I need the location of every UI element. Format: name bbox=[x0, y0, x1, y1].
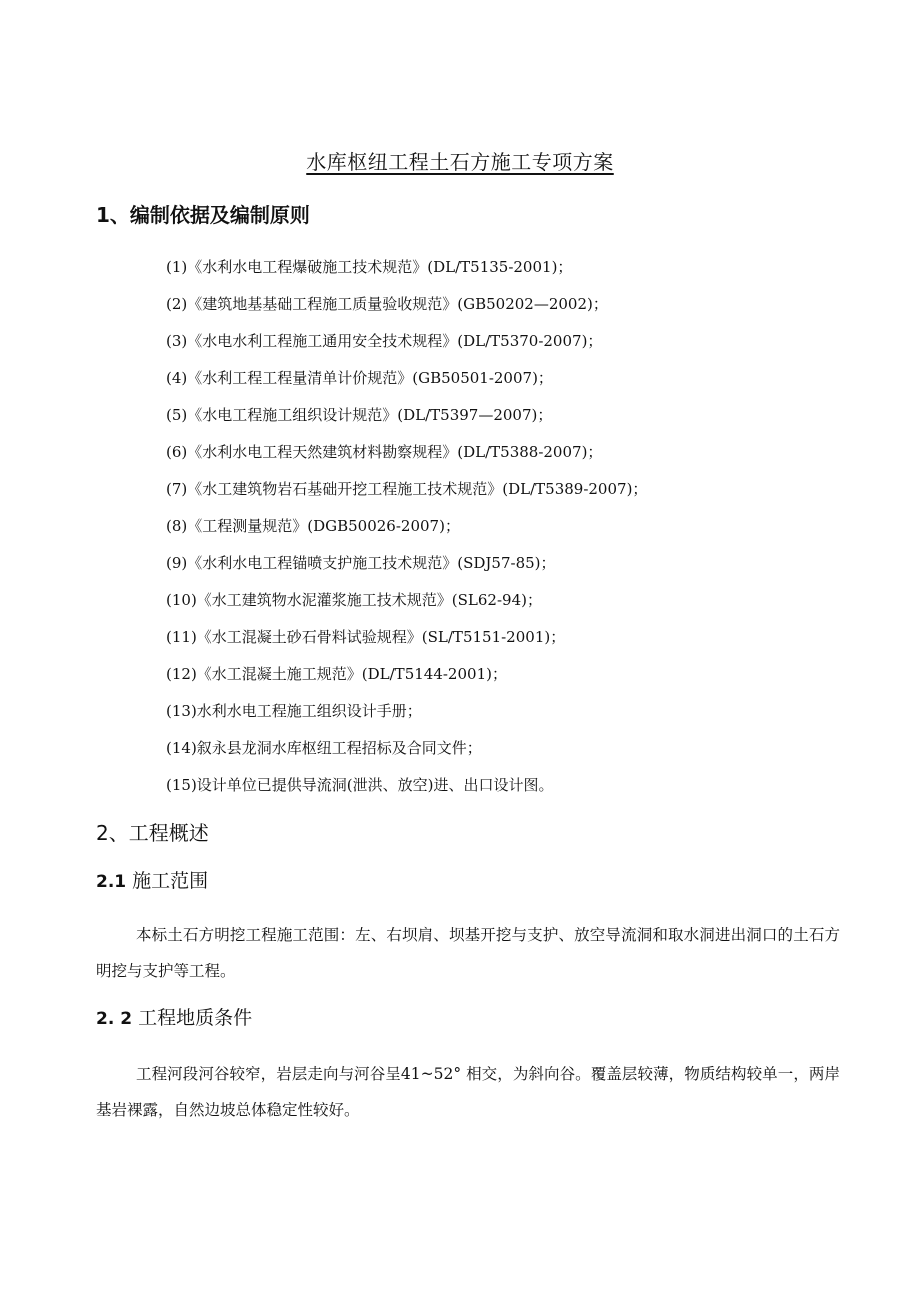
subsection-title: 施工范围 bbox=[132, 870, 209, 892]
reference-item: (12)《水工混凝土施工规范》(DL/T5144-2001)； bbox=[166, 665, 507, 683]
subsection-number: 2.1 bbox=[96, 872, 127, 892]
subsection-2-2-heading bbox=[96, 1003, 252, 1030]
reference-item: (10)《水工建筑物水泥灌浆施工技术规范》(SL62-94)； bbox=[166, 591, 542, 609]
reference-list bbox=[166, 256, 647, 811]
section-1-heading: 1、编制依据及编制原则 bbox=[96, 203, 310, 227]
reference-item: (2)《建筑地基基础工程施工质量验收规范》(GB50202—2002)； bbox=[166, 295, 608, 313]
document-title: 水库枢纽工程土石方施工专项方案 bbox=[306, 150, 614, 174]
reference-item: (4)《水利工程工程量清单计价规范》(GB50501-2007)； bbox=[166, 369, 553, 387]
reference-item: (11)《水工混凝土砂石骨料试验规程》(SL/T5151-2001)； bbox=[166, 628, 566, 646]
reference-item: (14)叙永县龙洞水库枢纽工程招标及合同文件； bbox=[166, 739, 482, 757]
reference-item: (5)《水电工程施工组织设计规范》(DL/T5397—2007)； bbox=[166, 406, 553, 424]
subsection-title: 工程地质条件 bbox=[138, 1007, 253, 1029]
construction-scope-paragraph: 本标土石方明挖工程施工范围：左、右坝肩、坝基开挖与支护、放空导流洞和取水洞进出洞口的土石方明挖与支护等工程。 bbox=[96, 926, 840, 980]
geology-paragraph: 工程河段河谷较窄，岩层走向与河谷呈41~52° 相交，为斜向谷。覆盖层较薄，物质结构较单一，两岸基岩裸露，自然边坡总体稳定性较好。 bbox=[96, 1065, 840, 1119]
reference-item: (6)《水利水电工程天然建筑材料勘察规程》(DL/T5388-2007)； bbox=[166, 443, 603, 461]
section-2-heading: 2、工程概述 bbox=[96, 821, 209, 845]
subsection-number: 2. 2 bbox=[96, 1009, 133, 1029]
reference-item: (1)《水利水电工程爆破施工技术规范》(DL/T5135-2001)； bbox=[166, 258, 573, 276]
subsection-2-1-heading bbox=[96, 866, 208, 893]
reference-item: (8)《工程测量规范》(DGB50026-2007)； bbox=[166, 517, 460, 535]
reference-item: (15)设计单位已提供导流洞(泄洪、放空)进、出口设计图。 bbox=[166, 776, 554, 794]
reference-item: (13)水利水电工程施工组织设计手册； bbox=[166, 702, 422, 720]
reference-item: (7)《水工建筑物岩石基础开挖工程施工技术规范》(DL/T5389-2007)； bbox=[166, 480, 648, 498]
reference-item: (3)《水电水利工程施工通用安全技术规程》(DL/T5370-2007)； bbox=[166, 332, 603, 350]
reference-item: (9)《水利水电工程锚喷支护施工技术规范》(SDJ57-85)； bbox=[166, 554, 556, 572]
